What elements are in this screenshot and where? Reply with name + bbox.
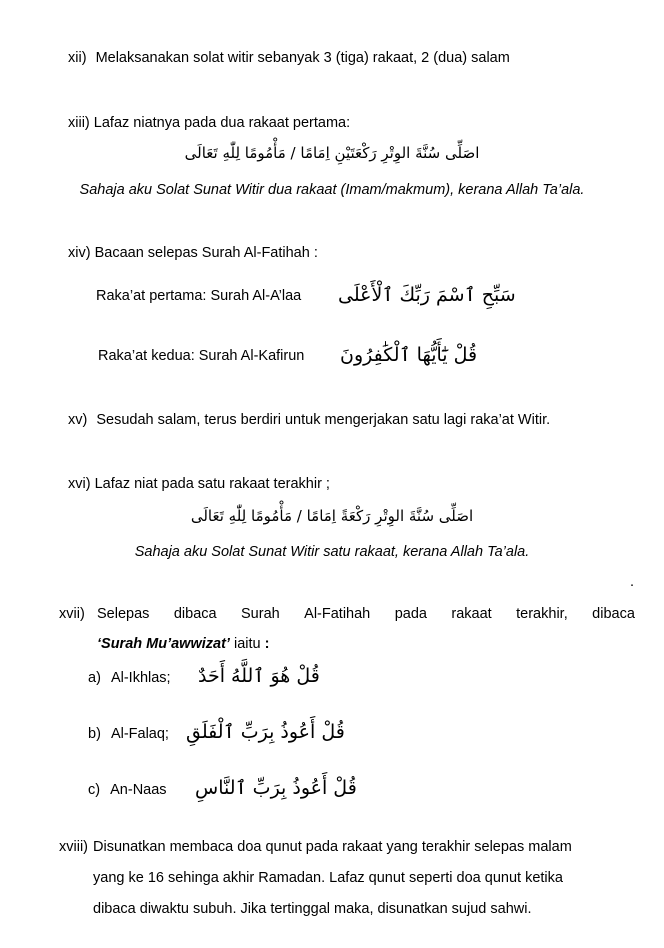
arabic-niat-satu-rakaat: اصَلِّى سُنَّةَ الوِتْرِ رَكْعَةً اِمَامًا / مَأْمُومًا لِلّٰهِ تَعَالَى (190, 507, 474, 525)
item-xvi (68, 474, 330, 494)
item-xiv (68, 243, 318, 263)
item-xviii-number: xviii) (59, 839, 88, 855)
item-text: Melaksanakan solat witir sebanyak 3 (tiga) rakaat, 2 (dua) salam (95, 50, 510, 66)
subitem-label: Al-Ikhlas; (110, 670, 171, 686)
subitem-a (88, 668, 171, 688)
item-xii (68, 48, 510, 68)
item-number: xiv) (68, 245, 91, 261)
line2-rest: iaitu (229, 636, 265, 652)
subitem-letter: a) (88, 670, 101, 686)
subitem-b (88, 724, 169, 744)
arabic-al-ikhlas: قُلْ هُوَ ٱللَّهُ أَحَدٌ (198, 665, 320, 687)
item-number: xvi) (68, 476, 91, 492)
item-number: xii) (68, 50, 87, 66)
arabic-niat-dua-rakaat: اصَلِّى سُنَّةَ الوِتْرِ رَكْعَتَيْنِ اِمَامًا / مَأْمُومًا لِلّٰهِ تَعَالَى (184, 144, 480, 162)
word: dibaca (592, 606, 635, 622)
subitem-label: Al-Falaq; (110, 726, 169, 742)
item-xviii-line1: Disunatkan membaca doa qunut pada rakaat yang terakhir selepas malam (93, 839, 572, 855)
item-text: Lafaz niat pada satu rakaat terakhir ; (94, 476, 330, 492)
word: pada (394, 606, 427, 622)
rakaat-pertama-label: Raka’at pertama: Surah Al-A’laa (96, 288, 302, 304)
word: Selepas (97, 606, 150, 622)
word: terakhir, (516, 606, 568, 622)
translation-satu-rakaat: Sahaja aku Solat Sunat Witir satu rakaat, kerana Allah Ta’ala. (134, 544, 530, 560)
item-xvii-line1 (97, 604, 635, 624)
surah-muawwizat-emphasis: ‘Surah Mu’awwizat’ (97, 636, 230, 652)
arabic-al-falaq: قُلْ أَعُوذُ بِرَبِّ ٱلْفَلَقِ (186, 721, 345, 743)
item-xv (68, 410, 550, 430)
subitem-label: An-Naas (110, 782, 167, 798)
item-xvii-line2 (97, 634, 269, 654)
item-number: xv) (68, 412, 88, 428)
word: Surah (241, 606, 280, 622)
stray-dot: . (630, 574, 635, 590)
item-xviii-line3: dibaca diwaktu subuh. Jika tertinggal maka, disunatkan sujud sahwi. (93, 901, 532, 917)
subitem-c (88, 780, 167, 800)
item-xviii-line2: yang ke 16 sehinga akhir Ramadan. Lafaz qunut seperti doa qunut ketika (93, 870, 563, 886)
translation-dua-rakaat: Sahaja aku Solat Sunat Witir dua rakaat (Imam/makmum), kerana Allah Ta’ala. (79, 182, 585, 198)
arabic-al-kafirun: قُلْ يَٰٓأَيُّهَا ٱلْكَٰفِرُونَ (340, 344, 478, 366)
arabic-al-alaa: سَبِّحِ ٱسْمَ رَبِّكَ ٱلْأَعْلَى (338, 284, 516, 306)
item-xiii (68, 113, 350, 133)
arabic-an-naas: قُلْ أَعُوذُ بِرَبِّ ٱلنَّاسِ (195, 777, 357, 799)
item-text: Lafaz niatnya pada dua rakaat pertama: (93, 115, 351, 131)
rakaat-kedua-label: Raka’at kedua: Surah Al-Kafirun (98, 348, 305, 364)
subitem-letter: c) (88, 782, 101, 798)
subitem-letter: b) (88, 726, 101, 742)
item-number: xiii) (68, 115, 90, 131)
line2-colon: : (264, 636, 270, 652)
item-xvii-number: xvii) (59, 606, 85, 622)
word: Al-Fatihah (304, 606, 371, 622)
item-text: Bacaan selepas Surah Al-Fatihah : (94, 245, 318, 261)
item-text: Sesudah salam, terus berdiri untuk mengerjakan satu lagi raka’at Witir. (96, 412, 551, 428)
word: dibaca (173, 606, 217, 622)
word: rakaat (451, 606, 492, 622)
